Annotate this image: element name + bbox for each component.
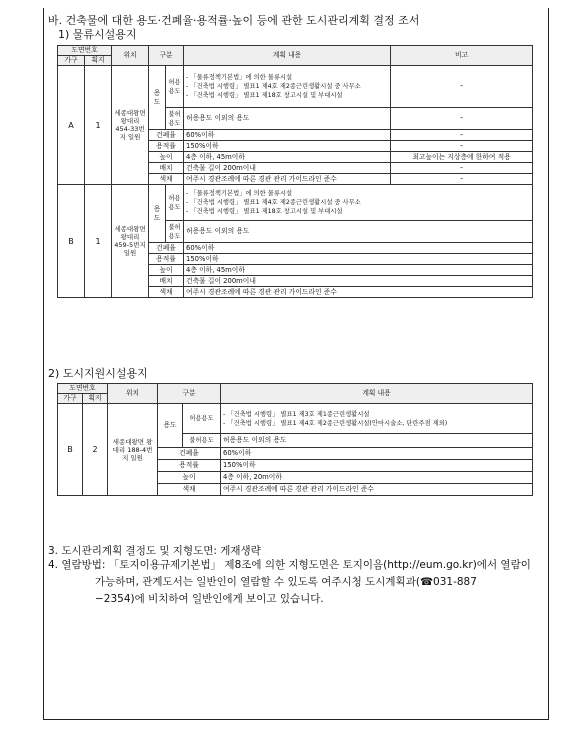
far-label: 용적률 — [149, 141, 184, 152]
color-value: 여주시 경관조례에 따른 경관 관리 가이드라인 준수 — [184, 287, 533, 298]
color-value: 여주시 경관조례에 따른 경관 관리 가이드라인 준수 — [184, 174, 391, 185]
allowed-use-label: 허용용도 — [166, 66, 184, 108]
block-b2-location: 세종대왕면 왕대리 188-4번지 일원 — [108, 404, 158, 496]
far-label: 용적률 — [149, 254, 184, 265]
block-b2-hoeji: 2 — [83, 404, 108, 496]
block-b2-ga: B — [58, 404, 83, 496]
layout-value: 건축물 길이 200m이내 — [184, 276, 533, 287]
allowed-line: - 「건축법 시행령」 별표1 제4호 제2종근린생활시설(안마시술소, 단란주점 제외) — [223, 419, 448, 427]
height-note: 최고높이는 지상층에 한하여 적용 — [391, 152, 533, 163]
logistics-table — [57, 45, 533, 298]
allowed-use-label: 허용용도 — [166, 185, 184, 221]
block-b-location: 세종대왕면 왕대리 459-5번지 일원 — [112, 185, 149, 298]
allowed-line: - 「건축법 시행령」 별표1 제18호 창고시설 및 부대시설 — [186, 208, 343, 215]
hoeji-header: 획지 — [83, 394, 108, 404]
color-label: 색채 — [158, 484, 221, 496]
urban-support-table — [57, 383, 533, 496]
note-header: 비고 — [391, 46, 533, 66]
allowed-line: - 「건축법 시행령」 별표1 제3호 제1종근린생활시설 — [223, 410, 370, 418]
layout-label: 배치 — [149, 163, 184, 174]
allowed-line: - 「건축법 시행령」 별표1 제18호 창고시설 및 부대시설 — [186, 92, 343, 99]
location-header: 위치 — [112, 46, 149, 66]
allowed-use-content — [184, 185, 533, 221]
height-label: 높이 — [149, 265, 184, 276]
note-dash: – — [391, 130, 533, 141]
category-header: 구분 — [149, 46, 184, 66]
allowed-line: - 「물류정책기본법」에 의한 물류시설 — [186, 190, 293, 197]
disallowed-use-label: 불허용도 — [166, 108, 184, 130]
ga-header: 가구 — [58, 394, 83, 404]
section-1-title: 1) 물류시설용지 — [58, 28, 137, 41]
bcr-label: 건폐율 — [158, 448, 221, 460]
bcr-label: 건폐율 — [149, 130, 184, 141]
far-value: 150%이하 — [221, 460, 533, 472]
color-label: 색채 — [149, 287, 184, 298]
layout-label: 배치 — [149, 276, 184, 287]
allowed-use-label: 허용용도 — [183, 404, 221, 434]
disallowed-use-label: 불허용도 — [166, 221, 184, 243]
block-b-ga: B — [58, 185, 85, 298]
content-header: 계획 내용 — [184, 46, 391, 66]
use-label: 용도 — [149, 66, 166, 130]
layout-value: 건축물 길이 200m이내 — [184, 163, 391, 174]
block-a-location: 세종대왕면 왕대리 454-33번지 일원 — [112, 66, 149, 185]
location-header: 위치 — [108, 384, 158, 404]
disallowed-use-content: 허용용도 이외의 용도 — [184, 108, 391, 130]
ga-header: 가구 — [58, 56, 85, 66]
note-dash: – — [391, 141, 533, 152]
disallowed-use-content: 허용용도 이외의 용도 — [221, 434, 533, 448]
plan-no-header: 도면번호 — [58, 384, 108, 394]
bcr-value: 60%이하 — [221, 448, 533, 460]
content-header: 계획 내용 — [221, 384, 533, 404]
note-dash: – — [391, 108, 533, 130]
block-a-hoeji: 1 — [85, 66, 112, 185]
block-a-ga: A — [58, 66, 85, 185]
section-4-line-2: 가능하며, 관계도서는 일반인이 열람할 수 있도록 여주시청 도시계획과(☎031-887 — [95, 576, 477, 588]
section-4-line-1: 4. 열람방법: 「토지이용규제기본법」 제8조에 의한 지형도면은 토지이음(http://eum.go.kr)에서 열람이 — [48, 559, 531, 571]
far-label: 용적률 — [158, 460, 221, 472]
height-value: 4층 이하, 45m이하 — [184, 265, 533, 276]
document-heading: 바. 건축물에 대한 용도·건폐율·용적률·높이 등에 관한 도시관리계획 결정 조서 — [48, 14, 420, 27]
category-header: 구분 — [158, 384, 221, 404]
use-label: 용도 — [158, 404, 183, 448]
section-4-line-3: −2354)에 비치하여 일반인에게 보이고 있습니다. — [95, 593, 324, 605]
bcr-value: 60%이하 — [184, 243, 533, 254]
note-dash: – — [391, 174, 533, 185]
use-label: 용도 — [149, 185, 166, 243]
section-2-title: 2) 도시지원시설용지 — [48, 367, 148, 380]
height-label: 높이 — [158, 472, 221, 484]
height-value: 4층 이하, 20m이하 — [221, 472, 533, 484]
bcr-label: 건폐율 — [149, 243, 184, 254]
bcr-value: 60%이하 — [184, 130, 391, 141]
note-dash: – — [391, 163, 533, 174]
far-value: 150%이하 — [184, 141, 391, 152]
allowed-line: - 「건축법 시행령」 별표1 제4호 제2종근린생활시설 중 사무소 — [186, 83, 361, 90]
height-value: 4층 이하, 45m이하 — [184, 152, 391, 163]
allowed-line: - 「물류정책기본법」에 의한 물류시설 — [186, 74, 293, 81]
allowed-use-content — [184, 66, 391, 108]
far-value: 150%이하 — [184, 254, 533, 265]
block-b-hoeji: 1 — [85, 185, 112, 298]
color-label: 색채 — [149, 174, 184, 185]
section-3-text: 3. 도시관리계획 결정도 및 지형도면: 게재생략 — [48, 545, 261, 557]
height-label: 높이 — [149, 152, 184, 163]
hoeji-header: 획지 — [85, 56, 112, 66]
color-value: 여주시 경관조례에 따른 경관 관리 가이드라인 준수 — [221, 484, 533, 496]
allowed-line: - 「건축법 시행령」 별표1 제4호 제2종근린생활시설 중 사무소 — [186, 199, 361, 206]
disallowed-use-label: 불허용도 — [183, 434, 221, 448]
section-4-text — [48, 557, 531, 608]
plan-no-header: 도면번호 — [58, 46, 112, 56]
allowed-use-content — [221, 404, 533, 434]
note-dash: – — [391, 66, 533, 108]
disallowed-use-content: 허용용도 이외의 용도 — [184, 221, 533, 243]
